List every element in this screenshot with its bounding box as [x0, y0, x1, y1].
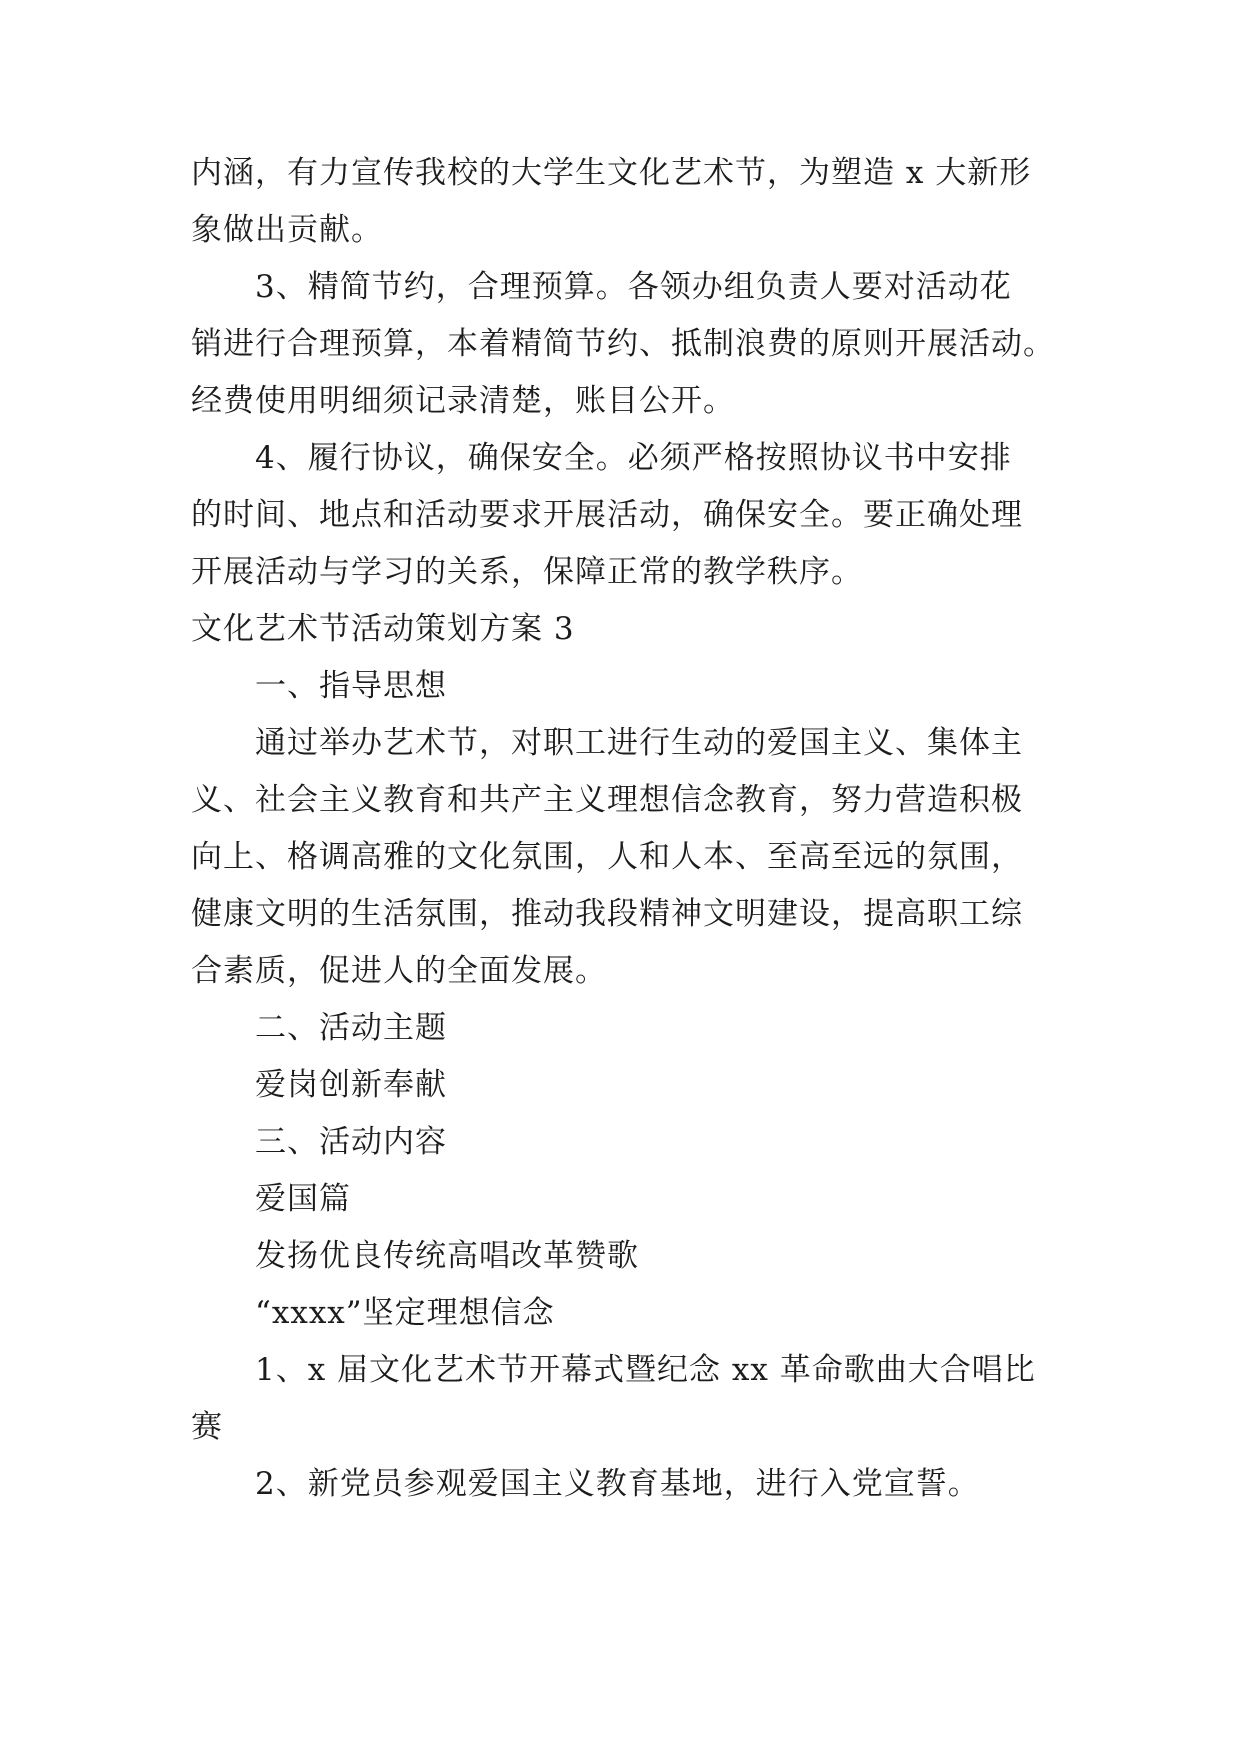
paragraph-line: 爱国篇	[255, 1181, 351, 1217]
paragraph-line: 向上、格调高雅的文化氛围，人和人本、至高至远的氛围，	[191, 839, 1023, 875]
paragraph-line: 3、精简节约，合理预算。各领办组负责人要对活动花	[255, 269, 1012, 305]
paragraph-line: 爱岗创新奉献	[255, 1067, 447, 1103]
paragraph-line: 内涵，有力宣传我校的大学生文化艺术节，为塑造 x 大新形	[191, 155, 1032, 191]
section-heading: 二、活动主题	[255, 1010, 447, 1046]
paragraph-line: 合素质，促进人的全面发展。	[191, 953, 607, 989]
paragraph-line: 发扬优良传统高唱改革赞歌	[255, 1238, 639, 1274]
paragraph-line: 通过举办艺术节，对职工进行生动的爱国主义、集体主	[255, 725, 1023, 761]
paragraph-line: 赛	[191, 1409, 223, 1445]
paragraph-line: 2、新党员参观爱国主义教育基地，进行入党宣誓。	[255, 1466, 980, 1502]
paragraph-line: “xxxx”坚定理想信念	[255, 1295, 555, 1331]
paragraph-line: 健康文明的生活氛围，推动我段精神文明建设，提高职工综	[191, 896, 1023, 932]
paragraph-line: 义、社会主义教育和共产主义理想信念教育，努力营造积极	[191, 782, 1023, 818]
paragraph-line: 1、x 届文化艺术节开幕式暨纪念 xx 革命歌曲大合唱比	[255, 1352, 1036, 1388]
paragraph-line: 4、履行协议，确保安全。必须严格按照协议书中安排	[255, 440, 1012, 476]
section-title: 文化艺术节活动策划方案 3	[191, 611, 575, 647]
paragraph-line: 开展活动与学习的关系，保障正常的教学秩序。	[191, 554, 863, 590]
paragraph-line: 经费使用明细须记录清楚，账目公开。	[191, 383, 735, 419]
section-heading: 一、指导思想	[255, 668, 447, 704]
paragraph-line: 象做出贡献。	[191, 212, 383, 248]
paragraph-line: 的时间、地点和活动要求开展活动，确保安全。要正确处理	[191, 497, 1023, 533]
paragraph-line: 销进行合理预算，本着精简节约、抵制浪费的原则开展活动。	[191, 326, 1055, 362]
section-heading: 三、活动内容	[255, 1124, 447, 1160]
